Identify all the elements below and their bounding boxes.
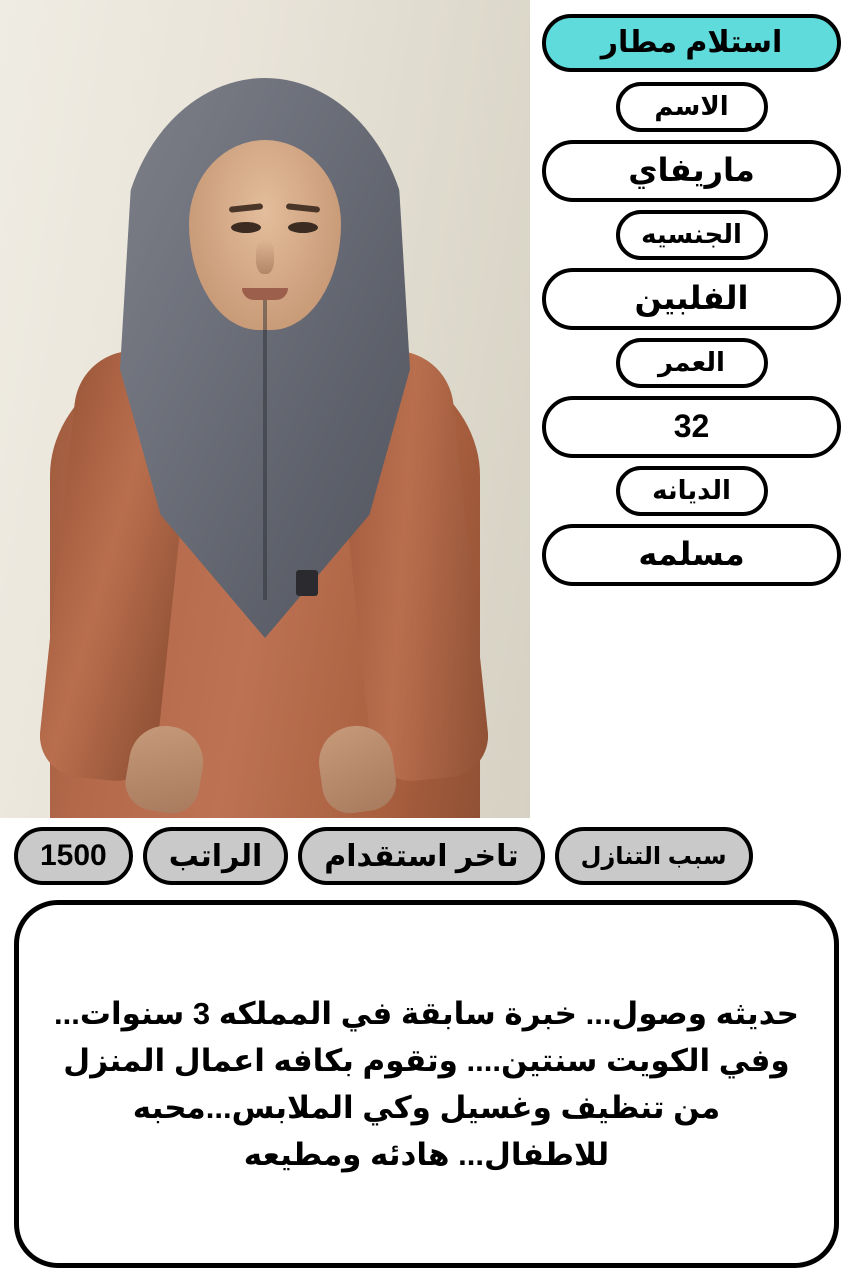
field-label-name: الاسم: [616, 82, 768, 132]
strip-value-salary: 1500: [14, 827, 133, 885]
strip-label-transfer-reason: سبب التنازل: [555, 827, 753, 885]
field-value-nationality: الفلبين: [542, 268, 841, 330]
photo-background: [0, 0, 530, 818]
field-value-religion: مسلمه: [542, 524, 841, 586]
scarf-fold-shape: [263, 300, 267, 600]
scarf-tag-shape: [296, 570, 318, 596]
strip-value-transfer-reason: تاخر استقدام: [298, 827, 544, 885]
nose-shape: [256, 240, 274, 274]
notes-text: حديثه وصول... خبرة سابقة في المملكه 3 سنوات... وفي الكويت سنتين.... وتقوم بكافه اعمال المنزل من تنظيف وغسيل وكي الملابس...محبه للاطفال... هادئه ومطيعه: [54, 995, 799, 1173]
strip-label-salary: الراتب: [143, 827, 289, 885]
candidate-photo: [0, 0, 530, 818]
field-value-age: 32: [542, 396, 841, 458]
header-badge-airport-pickup: استلام مطار: [542, 14, 841, 72]
field-label-nationality: الجنسيه: [616, 210, 768, 260]
mouth-shape: [242, 288, 288, 300]
summary-strip: [0, 820, 853, 892]
field-label-religion: الديانه: [616, 466, 768, 516]
field-value-name: ماريفاي: [542, 140, 841, 202]
details-column: [530, 0, 853, 818]
field-label-age: العمر: [616, 338, 768, 388]
eye-right-shape: [288, 222, 318, 233]
eye-left-shape: [231, 222, 261, 233]
notes-box: [14, 900, 839, 1268]
photo-subject: [0, 0, 530, 818]
